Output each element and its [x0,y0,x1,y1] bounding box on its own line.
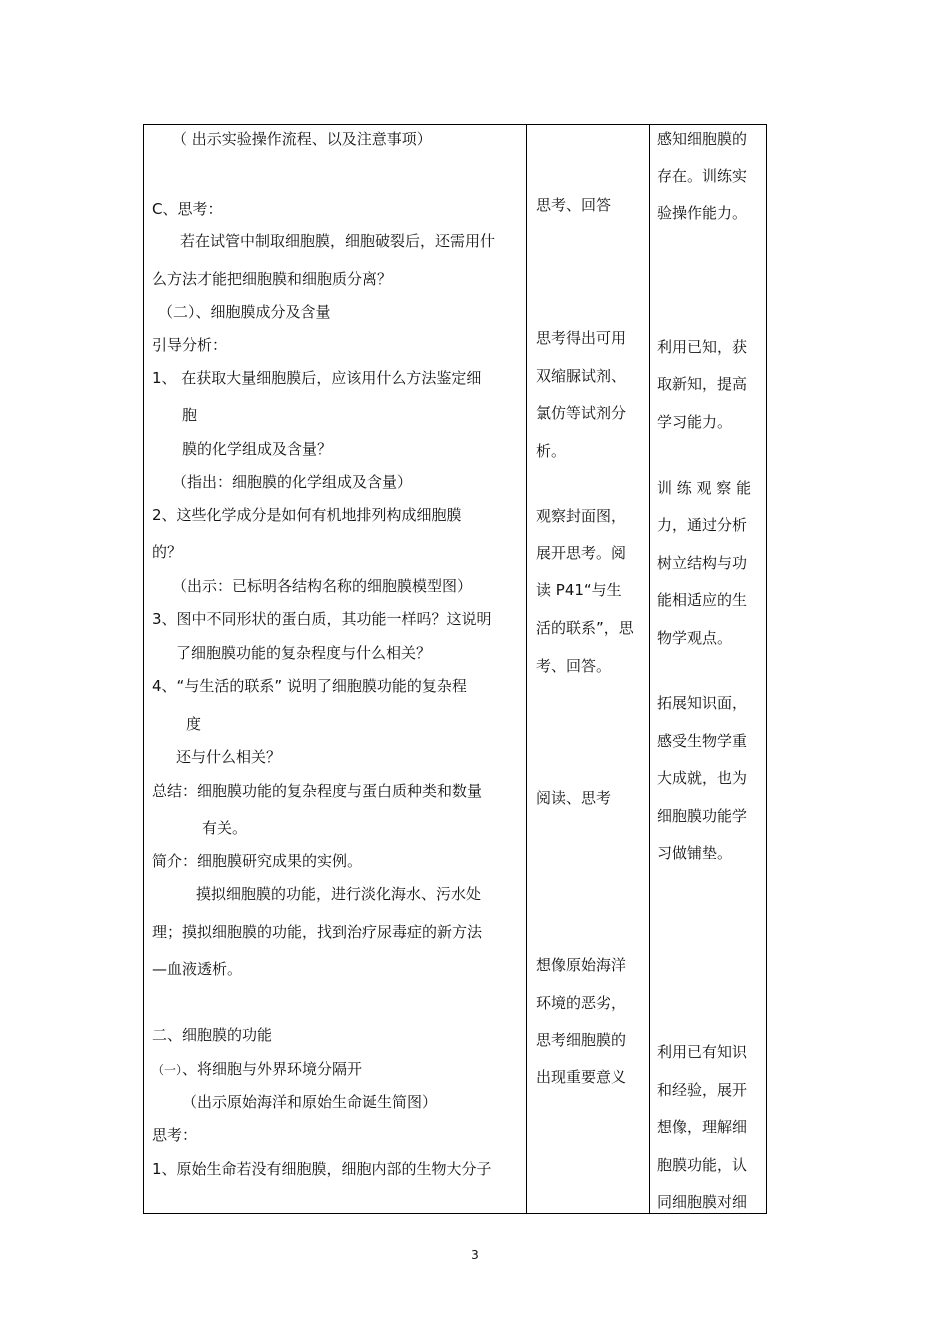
text-line: 考、回答。 [536,657,612,675]
text-line: 有关。 [202,819,248,837]
text-line: 拓展知识面， [657,694,748,712]
text-line: 思考得出可用 [536,329,627,347]
text-line: 若在试管中制取细胞膜，细胞破裂后，还需用什 [180,232,496,250]
text-line: 利用已知，获 [657,338,748,356]
text-line: 析。 [536,442,567,460]
text-line: 感知细胞膜的 [657,130,748,148]
text-line: 3、图中不同形状的蛋白质，其功能一样吗？这说明 [152,610,492,628]
text-line: 了细胞膜功能的复杂程度与什么相关？ [176,644,432,662]
text-line: 大成就，也为 [657,769,748,787]
text-line: 同细胞膜对细 [657,1193,748,1211]
text-line: 思考细胞膜的 [536,1031,627,1049]
text-line: 力，通过分析 [657,516,748,534]
text-line: 度 [186,715,202,733]
text-line: 还与什么相关？ [176,748,282,766]
text-line: 活的联系”，思 [536,619,634,637]
text-line: 总结：细胞膜功能的复杂程度与蛋白质种类和数量 [152,782,483,800]
text-line: 理；摸拟细胞膜的功能，找到治疗尿毒症的新方法 [152,923,483,941]
text-line: 的？ [152,543,183,561]
text-line: 4、“与生活的联系” 说明了细胞膜功能的复杂程 [152,677,467,695]
text-line: 思考、回答 [536,196,612,214]
text-line: （出示：已标明各结构名称的细胞膜模型图） [172,577,473,595]
text-line: 和经验，展开 [657,1081,748,1099]
subsection-heading [152,1059,362,1080]
text-line: （出示原始海洋和原始生命诞生简图） [182,1093,438,1111]
lesson-table [143,124,767,1214]
text-line: —血液透析。 [152,960,243,978]
text-line: 物学观点。 [657,629,733,647]
column-divider [649,125,650,1213]
text-line: 1、 在获取大量细胞膜后，应该用什么方法鉴定细 [152,369,482,387]
text-line: 么方法才能把细胞膜和细胞质分离？ [152,270,393,288]
text-line: 阅读、思考 [536,789,612,807]
text-line: 1、原始生命若没有细胞膜，细胞内部的生物大分子 [152,1160,492,1178]
text-line: 引导分析： [152,336,228,354]
text-line: 验操作能力。 [657,204,748,222]
text-line: 学习能力。 [657,413,733,431]
text-line: 树立结构与功 [657,554,748,572]
text-line: 能相适应的生 [657,591,748,609]
text-line: 想像原始海洋 [536,956,627,974]
text-line: 2、这些化学成分是如何有机地排列构成细胞膜 [152,506,462,524]
subsection-number: （一） [152,1063,183,1077]
text-line: 简介：细胞膜研究成果的实例。 [152,852,363,870]
text-line: 细胞膜功能学 [657,807,748,825]
column-divider [526,125,527,1213]
section-heading: （二）、细胞膜成分及含量 [158,303,331,321]
text-line: C、思考： [152,200,223,218]
section-heading: 二、细胞膜的功能 [152,1026,273,1044]
text-line: 思考： [152,1126,198,1144]
text-line: 展开思考。阅 [536,544,627,562]
text-line: 双缩脲试剂、 [536,367,627,385]
text-line: 利用已有知识 [657,1043,748,1061]
text-line: 摸拟细胞膜的功能，进行淡化海水、污水处 [196,885,482,903]
text-line: 想像，理解细 [657,1118,748,1136]
text-line: 取新知，提高 [657,375,748,393]
text-line: （指出：细胞膜的化学组成及含量） [172,473,413,491]
subsection-title: 、将细胞与外界环境分隔开 [182,1060,363,1078]
text-line: 出现重要意义 [536,1068,627,1086]
text-line: 读 P41“与生 [536,581,622,599]
text-line: 膜的化学组成及含量？ [182,440,333,458]
text-line: 胞 [182,406,198,424]
text-line: 胞膜功能，认 [657,1156,748,1174]
text-line: 环境的恶劣， [536,994,627,1012]
text-line: 氯仿等试剂分 [536,404,627,422]
text-line: 存在。训练实 [657,167,748,185]
text-line: 训 练 观 察 能 [657,479,752,497]
text-line: 感受生物学重 [657,732,748,750]
text-line: 观察封面图， [536,507,627,525]
page-number: 3 [471,1248,479,1262]
text-line: 习做铺垫。 [657,844,733,862]
text-line: （ 出示实验操作流程、以及注意事项） [172,130,432,148]
